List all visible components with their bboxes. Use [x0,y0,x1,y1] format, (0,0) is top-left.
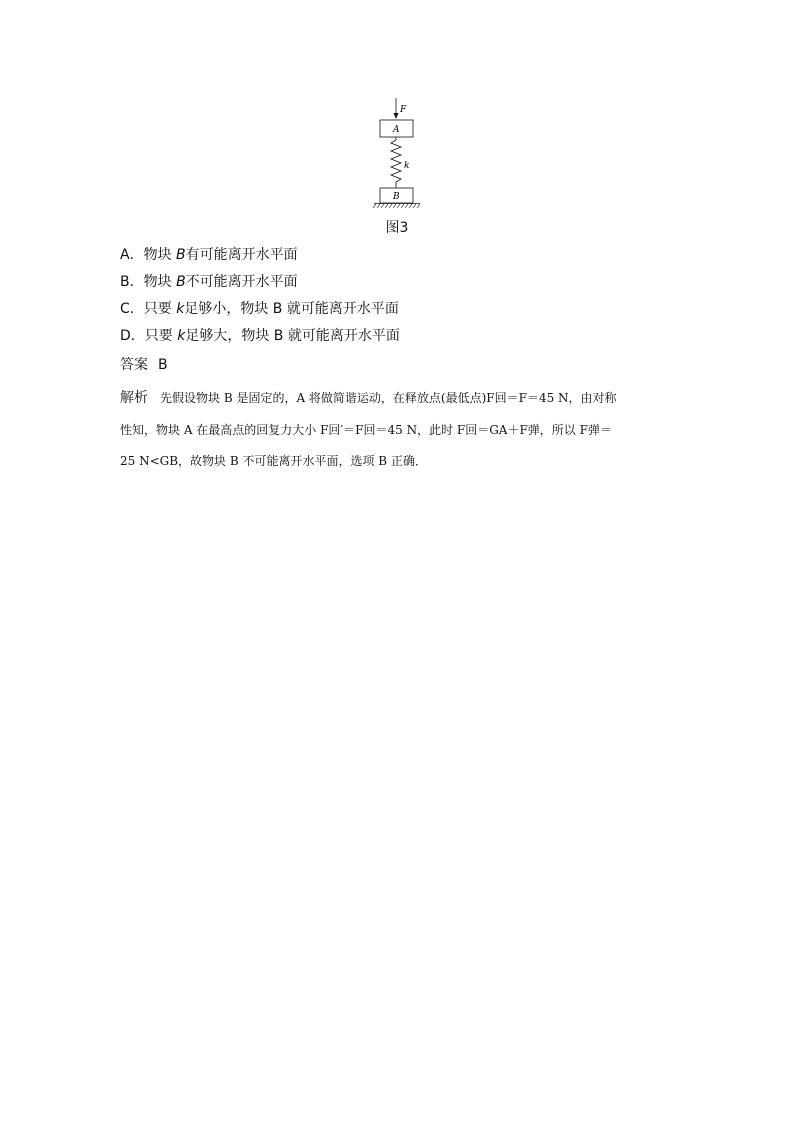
option-letter: A． [120,247,144,263]
spring-block-diagram [370,96,426,216]
spring-block-figure [370,96,426,216]
analysis-line-2: 性知，物块 A 在最高点的回复力大小 F回′＝F回＝45 N，此时 F回＝GA＋F弹，所以 F弹＝ [120,423,612,437]
figure-caption: 图3 [385,220,409,236]
force-arrow-head [394,113,399,119]
spring-label: k [404,161,410,171]
option-variable: k [176,301,185,317]
answer-line [120,356,168,374]
option-letter: C． [120,301,144,317]
option-variable: k [177,328,186,344]
option-variable: B [176,247,186,263]
option-letter: B． [120,274,144,290]
answer-label: 答案 [120,357,148,373]
answer-value: B [158,357,168,373]
option-c [120,300,399,318]
block-b-label: B [393,192,400,202]
force-label: F [400,105,407,115]
option-text-post: 不可能离开水平面 [185,274,298,290]
option-d [120,327,400,345]
option-a [120,246,298,264]
block-a-label: A [393,125,400,135]
option-text-pre: 物块 [143,274,177,290]
option-text-pre: 只要 [143,301,177,317]
option-text-pre: 只要 [144,328,178,344]
option-b [120,273,298,291]
option-text-post: 足够小，物块 B 就可能离开水平面 [184,301,399,317]
analysis-line-1 [120,390,676,406]
option-text-pre: 物块 [143,247,177,263]
analysis-text-1: 先假设物块 B 是固定的，A 将做简谐运动，在释放点(最低点)F回＝F＝45 N，由对称 [160,391,617,405]
option-text-post: 有可能离开水平面 [185,247,298,263]
option-text-post: 足够大，物块 B 就可能离开水平面 [185,328,400,344]
option-variable: B [176,274,186,290]
spring [391,137,401,188]
ground-hatching [373,204,420,208]
analysis-label: 解析 [120,390,148,406]
option-letter: D． [120,328,145,344]
analysis-line-3: 25 N<GB，故物块 B 不可能离开水平面，选项 B 正确． [120,454,427,468]
